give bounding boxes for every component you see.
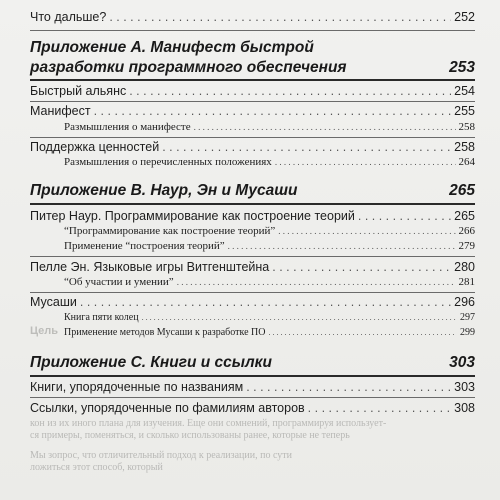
bleed-through-line: ложиться этот способ, который (30, 462, 163, 473)
section-rule (30, 375, 475, 377)
divider (30, 397, 475, 398)
section-rule (30, 79, 475, 81)
leader-dots (162, 140, 451, 154)
toc-subentry (30, 225, 475, 237)
toc-entry-page: 255 (454, 104, 475, 118)
section-heading-b (30, 181, 475, 201)
toc-entry (30, 10, 475, 24)
toc-entry (30, 380, 475, 394)
toc-entry-page: 296 (454, 295, 475, 309)
toc-entry (30, 140, 475, 154)
section-page-number: 303 (449, 354, 475, 371)
toc-entry (30, 401, 475, 415)
divider (30, 292, 475, 293)
toc-entry-label: “Об участии и умении” (64, 276, 174, 288)
section-title-line: Приложение А. Манифест быстрой (30, 39, 314, 56)
leader-dots (269, 328, 458, 337)
toc-entry-label: Книга пяти колец (64, 312, 139, 323)
toc-entry-label: Книги, упорядоченные по названиям (30, 380, 244, 394)
leader-dots (109, 10, 451, 24)
leader-dots (272, 260, 451, 274)
bleed-through-line: ся примеры, поменяться, и сколько использованы ранее, которые не теперь (30, 430, 350, 441)
toc-entry-page: 254 (454, 84, 475, 98)
toc-entry-page: 266 (458, 225, 475, 237)
toc-entry-page: 264 (458, 156, 475, 168)
toc-entry-page: 280 (454, 260, 475, 274)
toc-entry-page: 281 (458, 276, 475, 288)
section-title-line: разработки программного обеспечения (30, 59, 347, 76)
toc-entry (30, 260, 475, 274)
toc-entry-page: 297 (460, 312, 475, 323)
section-page-number: 265 (449, 182, 475, 199)
toc-entry-label: Ссылки, упорядоченные по фамилиям авторов (30, 401, 305, 415)
leader-dots (142, 313, 457, 322)
bleed-through-heading: Цель (30, 325, 59, 337)
toc-entry-label: Манифест (30, 104, 91, 118)
section-heading-c (30, 353, 475, 373)
toc-entry-label: “Программирование как построение теорий” (64, 225, 276, 237)
toc-subentry (30, 240, 475, 252)
leader-dots (308, 401, 451, 415)
toc-entry-page: 265 (454, 209, 475, 223)
divider (30, 137, 475, 138)
divider (30, 256, 475, 257)
leader-dots (246, 380, 451, 394)
toc-entry-label: Питер Наур. Программирование как построение теорий (30, 209, 355, 223)
divider (30, 30, 475, 31)
toc-entry-label: Размышления о манифесте (64, 121, 191, 133)
section-title-line: Приложение В. Наур, Эн и Мусаши (30, 182, 298, 199)
leader-dots (194, 122, 456, 132)
toc-subentry (30, 276, 475, 288)
toc-entry (30, 209, 475, 223)
section-title-line: Приложение С. Книги и ссылки (30, 354, 273, 371)
section-page-number: 253 (449, 59, 475, 76)
toc-entry-page: 279 (458, 240, 475, 252)
toc-entry (30, 84, 475, 98)
toc-subentry (30, 121, 475, 133)
bleed-through-line: Мы зопрос, что отличительный подход к реализации, по сути (30, 450, 292, 461)
leader-dots (358, 209, 451, 223)
toc-subentry (30, 327, 475, 338)
section-rule (30, 203, 475, 205)
toc-entry-page: 258 (458, 121, 475, 133)
bleed-through-line: кон из их иного плана для изучения. Еще они сомнений, программируя использует- (30, 418, 387, 429)
toc-entry (30, 104, 475, 118)
toc-entry-page: 303 (454, 380, 475, 394)
toc-entry-label: Применение “построения теорий” (64, 240, 225, 252)
leader-dots (94, 104, 452, 118)
toc-entry-label: Что дальше? (30, 10, 107, 24)
section-heading-a (30, 38, 475, 78)
toc-entry-label: Мусаши (30, 295, 77, 309)
toc-entry-label: Размышления о перечисленных положениях (64, 156, 272, 168)
toc-subentry (30, 156, 475, 168)
toc-entry-page: 308 (454, 401, 475, 415)
leader-dots (80, 295, 451, 309)
leader-dots (177, 277, 456, 287)
toc-entry (30, 295, 475, 309)
divider (30, 101, 475, 102)
leader-dots (129, 84, 451, 98)
leader-dots (278, 226, 455, 236)
toc-entry-page: 299 (460, 327, 475, 338)
leader-dots (228, 241, 456, 251)
toc-entry-label: Применение методов Мусаши к разработке ПО (64, 327, 266, 338)
toc-entry-label: Быстрый альянс (30, 84, 127, 98)
leader-dots (275, 157, 456, 167)
toc-entry-label: Поддержка ценностей (30, 140, 160, 154)
toc-entry-label: Пелле Эн. Языковые игры Витгенштейна (30, 260, 270, 274)
toc-entry-page: 252 (454, 10, 475, 24)
toc-entry-page: 258 (454, 140, 475, 154)
toc-subentry (30, 312, 475, 323)
